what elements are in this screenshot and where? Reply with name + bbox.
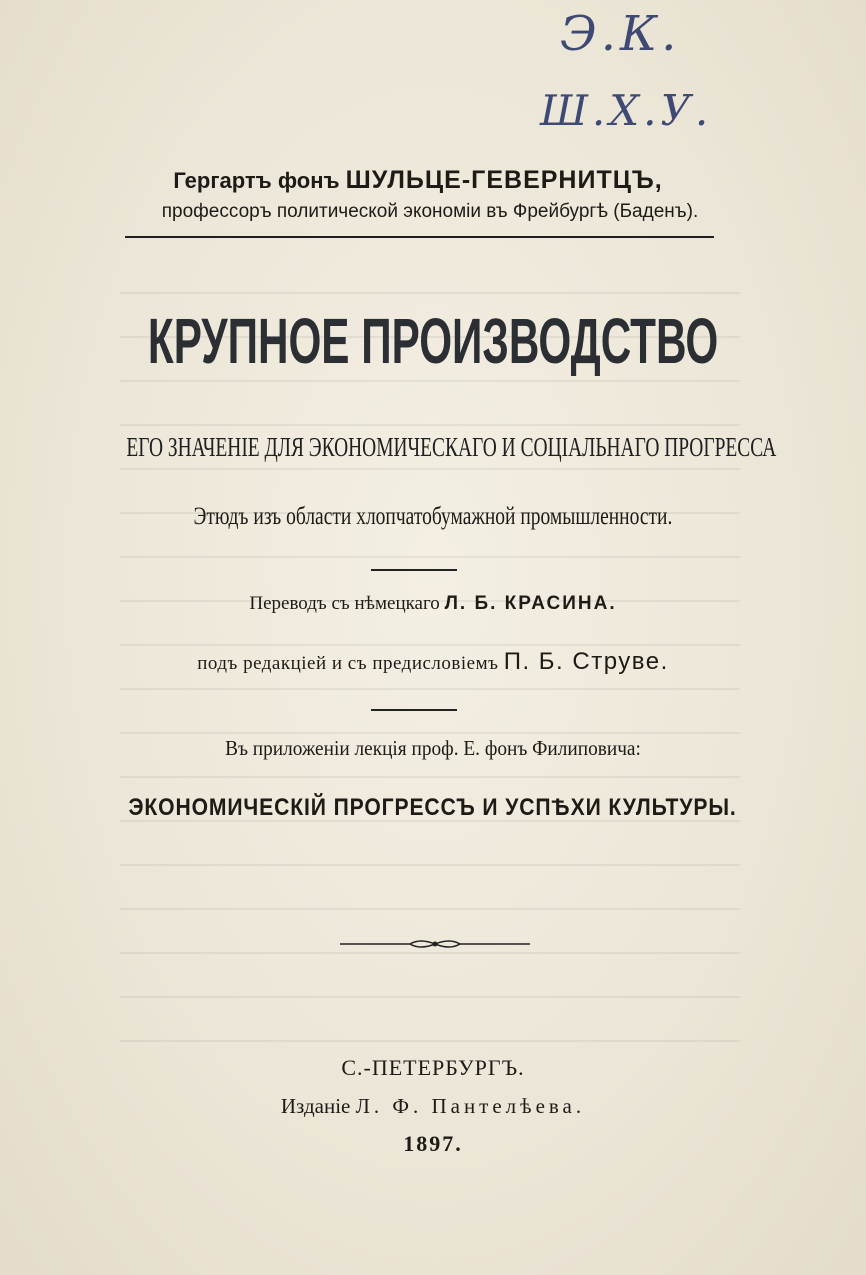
translator-name: Л. Б. КРАСИНА.: [444, 593, 617, 614]
translation-prefix: Переводъ съ нѣмецкаго: [249, 593, 440, 614]
book-title: [0, 304, 866, 378]
handwritten-note-line2: Ш.Х.У.: [540, 86, 713, 135]
etude-text: Этюдъ изъ области хлопчатобумажной промышленности.: [193, 503, 673, 530]
editor-prefix: подъ редакціей и съ предисловіемъ: [197, 653, 499, 674]
author-prefix: Гергартъ фонъ: [173, 168, 340, 193]
author-position: профессоръ политической экономіи въ Фрейбургѣ (Баденъ).: [161, 201, 699, 222]
lecture-title-text: ЭКОНОМИЧЕСКІЙ ПРОГРЕССЪ И УСПѢХИ КУЛЬТУРЫ.: [128, 794, 738, 821]
editor-line: [0, 648, 866, 676]
imprint-publisher: [0, 1094, 866, 1119]
book-subtitle: [0, 432, 866, 463]
lecture-title: [0, 794, 866, 822]
divider-rule-1: [371, 569, 457, 571]
publisher-prefix: Изданіе: [280, 1094, 351, 1118]
translation-line: [0, 593, 866, 615]
editor-name: П. Б. Струве.: [503, 648, 669, 675]
etude-line: [0, 503, 866, 531]
imprint-city: С.-ПЕТЕРБУРГЪ.: [341, 1055, 525, 1080]
appendix-text: Въ приложеніи лекція проф. Е. фонъ Филиповича:: [225, 736, 641, 760]
publisher-name: Л. Ф. Пантелѣева.: [355, 1094, 586, 1118]
book-subtitle-text: ЕГО ЗНАЧЕНІЕ ДЛЯ ЭКОНОМИЧЕСКАГО И СОЦІАЛЬНАГО ПРОГРЕССА: [126, 432, 777, 462]
author-surname: ШУЛЬЦЕ-ГЕВЕРНИТЦЪ,: [345, 166, 663, 194]
imprint-year: 1897.: [403, 1131, 463, 1156]
handwritten-note-line1: Э.К.: [560, 6, 681, 62]
appendix-line: [0, 736, 866, 761]
book-title-text: КРУПНОЕ ПРОИЗВОДСТВО: [147, 305, 719, 377]
divider-rule-2: [371, 709, 457, 711]
header-rule: [125, 236, 714, 238]
ornament-divider-icon: [340, 937, 530, 951]
author-line: [0, 166, 851, 195]
